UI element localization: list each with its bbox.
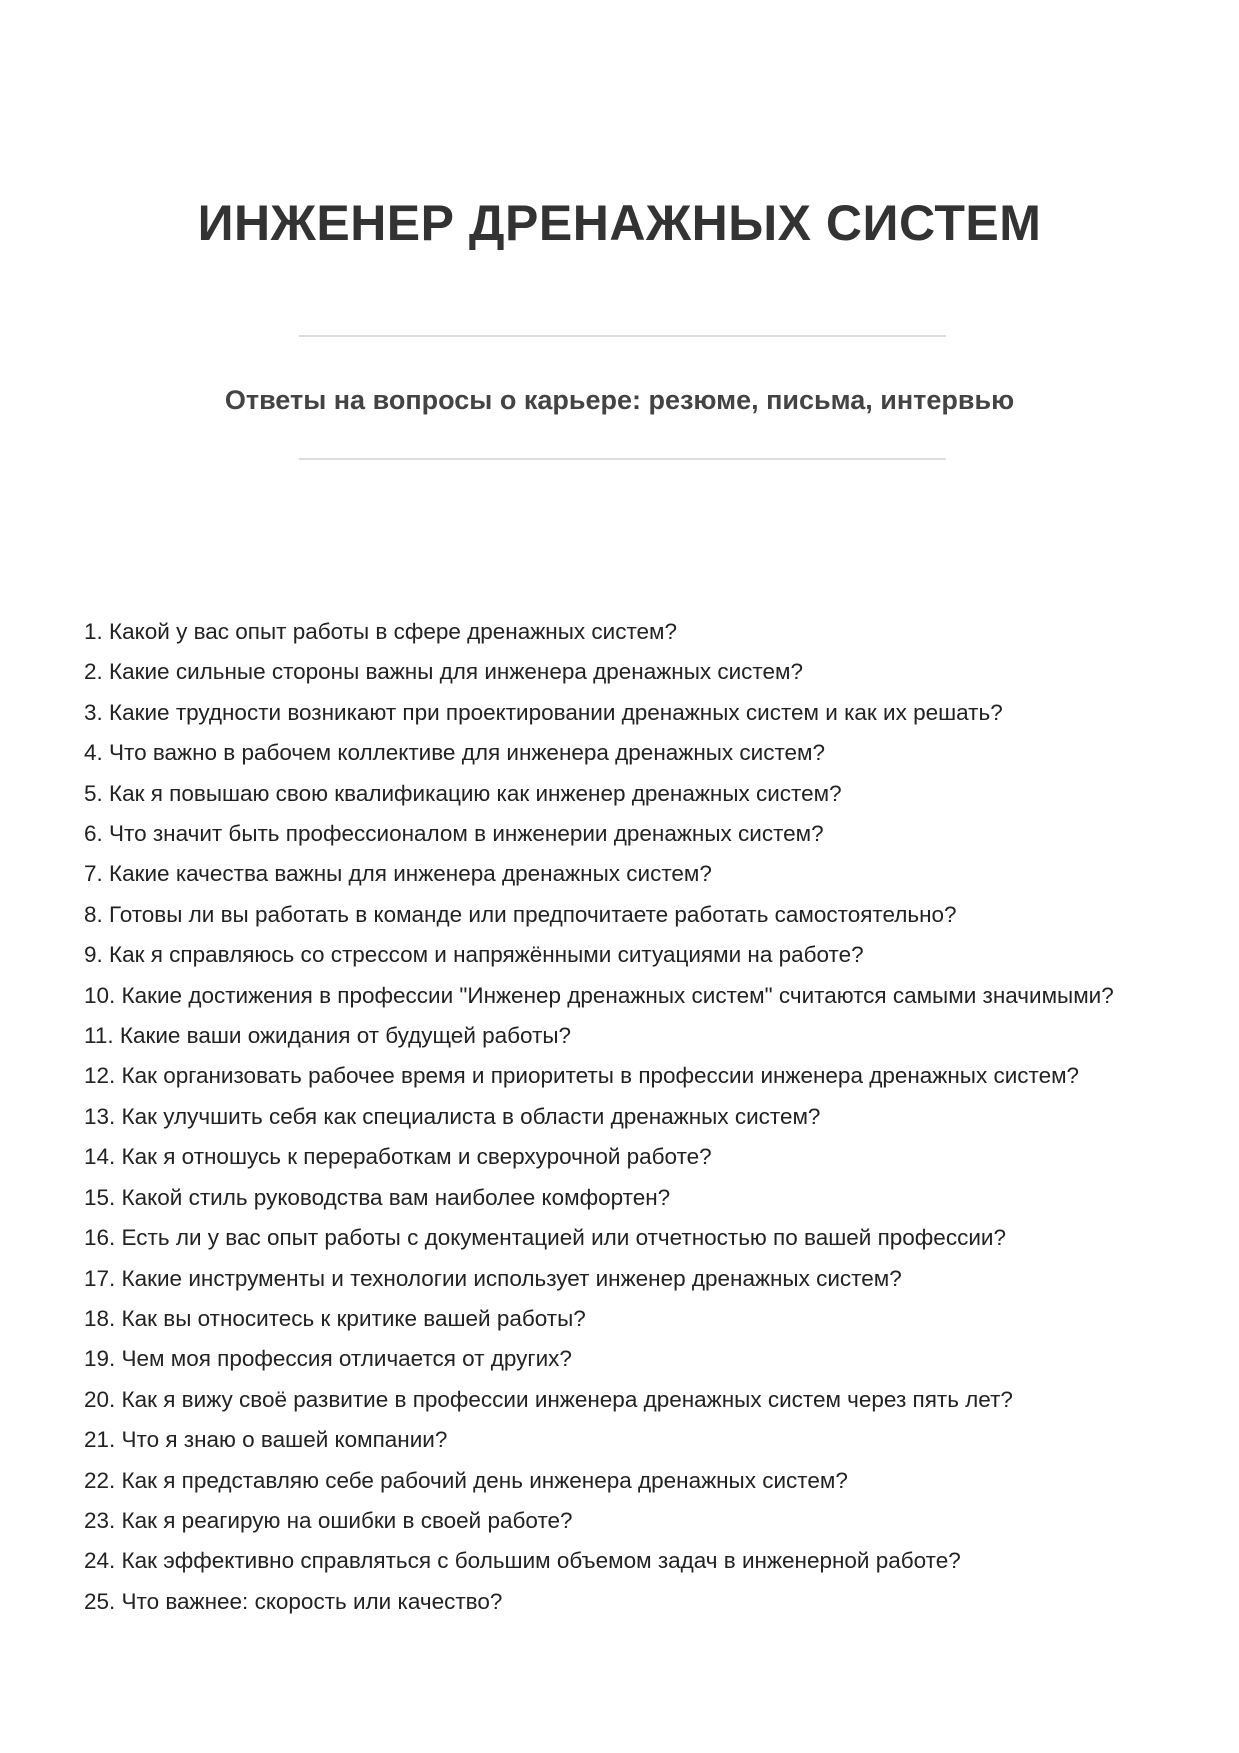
question-item: 6. Что значит быть профессионалом в инженерии дренажных систем? bbox=[84, 821, 824, 847]
question-item: 25. Что важнее: скорость или качество? bbox=[84, 1588, 503, 1614]
question-item: 20. Как я вижу своё развитие в профессии инженера дренажных систем через пять лет? bbox=[84, 1386, 1013, 1412]
question-item: 24. Как эффективно справляться с большим объемом задач в инженерной работе? bbox=[84, 1548, 961, 1574]
divider-bottom bbox=[299, 458, 946, 460]
question-item: 16. Есть ли у вас опыт работы с документацией или отчетностью по вашей профессии? bbox=[84, 1225, 1006, 1251]
question-item: 13. Как улучшить себя как специалиста в области дренажных систем? bbox=[84, 1103, 821, 1129]
question-item: 19. Чем моя профессия отличается от других? bbox=[84, 1346, 572, 1372]
divider-top bbox=[299, 335, 946, 337]
question-item: 10. Какие достижения в профессии "Инженер дренажных систем" считаются самыми значимыми? bbox=[84, 982, 1114, 1008]
page-subtitle: Ответы на вопросы о карьере: резюме, письма, интервью bbox=[224, 385, 1015, 415]
question-item: 3. Какие трудности возникают при проектировании дренажных систем и как их решать? bbox=[84, 699, 1003, 725]
question-item: 2. Какие сильные стороны важны для инженера дренажных систем? bbox=[84, 659, 803, 685]
question-item: 12. Как организовать рабочее время и приоритеты в профессии инженера дренажных систем? bbox=[84, 1063, 1080, 1089]
question-item: 14. Как я отношусь к переработкам и сверхурочной работе? bbox=[84, 1144, 712, 1170]
question-item: 1. Какой у вас опыт работы в сфере дренажных систем? bbox=[84, 619, 677, 644]
question-item: 22. Как я представляю себе рабочий день инженера дренажных систем? bbox=[84, 1467, 848, 1493]
question-item: 21. Что я знаю о вашей компании? bbox=[84, 1427, 448, 1453]
question-item: 9. Как я справляюсь со стрессом и напряжёнными ситуациями на работе? bbox=[84, 942, 864, 968]
question-item: 5. Как я повышаю свою квалификацию как инженер дренажных систем? bbox=[84, 780, 842, 806]
questions-list bbox=[84, 612, 1159, 1622]
question-item: 8. Готовы ли вы работать в команде или предпочитаете работать самостоятельно? bbox=[84, 901, 957, 927]
page-title: ИНЖЕНЕР ДРЕНАЖНЫХ СИСТЕМ bbox=[197, 195, 1042, 251]
question-item: 7. Какие качества важны для инженера дренажных систем? bbox=[84, 861, 712, 887]
question-item: 4. Что важно в рабочем коллективе для инженера дренажных систем? bbox=[84, 740, 826, 766]
question-item: 23. Как я реагирую на ошибки в своей работе? bbox=[84, 1507, 573, 1533]
question-item: 15. Какой стиль руководства вам наиболее комфортен? bbox=[84, 1184, 671, 1210]
question-item: 17. Какие инструменты и технологии использует инженер дренажных систем? bbox=[84, 1265, 902, 1291]
question-item: 11. Какие ваши ожидания от будущей работы? bbox=[84, 1023, 572, 1049]
question-item: 18. Как вы относитесь к критике вашей работы? bbox=[84, 1305, 586, 1331]
